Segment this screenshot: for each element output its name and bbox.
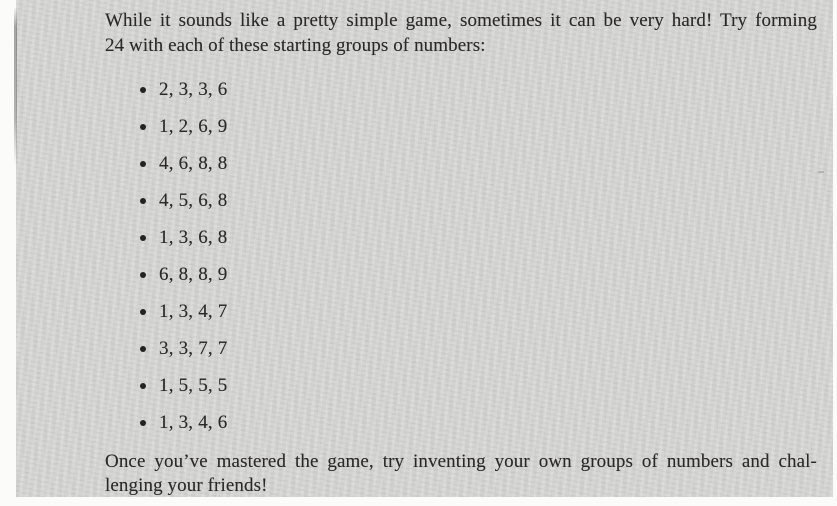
bullet-icon: [140, 346, 146, 352]
bullet-icon: [140, 161, 146, 167]
book-page: [16, 0, 833, 497]
list-item: [140, 410, 228, 435]
scan-dash-artifact: [818, 171, 824, 173]
bullet-icon: [140, 198, 146, 204]
number-groups-list: [140, 77, 228, 447]
number-group: 1, 3, 4, 6: [159, 411, 228, 433]
number-group: 3, 3, 7, 7: [159, 337, 228, 359]
number-group: 1, 3, 6, 8: [159, 226, 228, 248]
list-item: [140, 299, 228, 324]
outro-line-2: lenging your friends!: [105, 475, 268, 496]
intro-paragraph: [105, 8, 817, 58]
list-item: [140, 336, 228, 361]
list-item: [140, 373, 228, 398]
spine-scan-artifact: [14, 8, 17, 166]
list-item: [140, 225, 228, 250]
intro-line-2: 24 with each of these starting groups of numbers:: [105, 35, 486, 56]
bullet-icon: [140, 124, 146, 130]
number-group: 1, 2, 6, 9: [159, 115, 228, 137]
outro-paragraph: [105, 450, 817, 498]
bullet-icon: [140, 309, 146, 315]
bullet-icon: [140, 420, 146, 426]
bullet-icon: [140, 87, 146, 93]
outro-line-1: Once you’ve mastered the game, try inventing your own groups of numbers and chal-: [105, 451, 817, 472]
intro-line-1: While it sounds like a pretty simple game, sometimes it can be very hard! Try forming: [105, 10, 817, 31]
list-item: [140, 262, 228, 287]
bullet-icon: [140, 383, 146, 389]
bullet-icon: [140, 235, 146, 241]
list-item: [140, 114, 228, 139]
list-item: [140, 151, 228, 176]
number-group: 4, 6, 8, 8: [159, 152, 228, 174]
number-group: 6, 8, 8, 9: [159, 263, 228, 285]
list-item: [140, 188, 228, 213]
number-group: 1, 5, 5, 5: [159, 374, 228, 396]
list-item: [140, 77, 228, 102]
number-group: 1, 3, 4, 7: [159, 300, 228, 322]
bullet-icon: [140, 272, 146, 278]
number-group: 2, 3, 3, 6: [159, 78, 228, 100]
number-group: 4, 5, 6, 8: [159, 189, 228, 211]
